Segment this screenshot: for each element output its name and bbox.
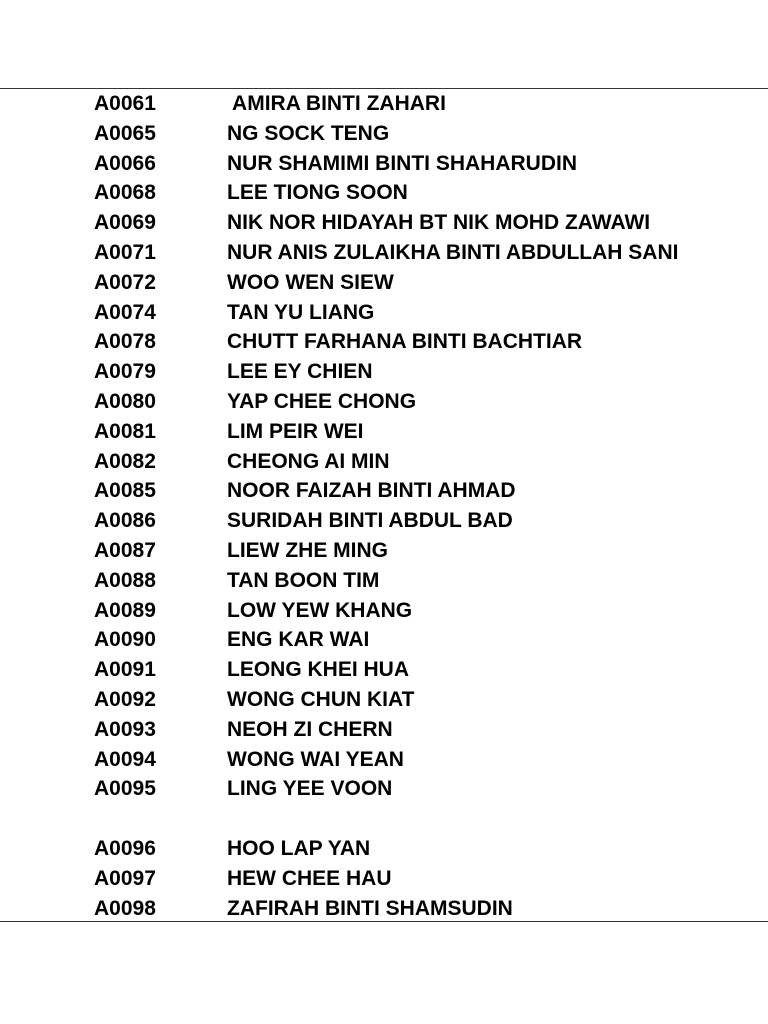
list-item bbox=[0, 357, 768, 387]
student-name: HEW CHEE HAU bbox=[227, 866, 392, 890]
list-item bbox=[0, 506, 768, 536]
list-item bbox=[0, 387, 768, 417]
student-id: A0089 bbox=[94, 598, 156, 622]
student-name: WONG CHUN KIAT bbox=[227, 687, 415, 711]
list-item bbox=[0, 864, 768, 894]
student-id: A0065 bbox=[94, 121, 156, 145]
list-item bbox=[0, 476, 768, 506]
list-item bbox=[0, 834, 768, 864]
student-id: A0074 bbox=[94, 300, 156, 324]
student-name: NOOR FAIZAH BINTI AHMAD bbox=[227, 479, 516, 503]
list-item bbox=[0, 566, 768, 596]
list-item bbox=[0, 238, 768, 268]
list-item bbox=[0, 417, 768, 447]
student-name: TAN YU LIANG bbox=[227, 300, 375, 324]
student-name: ENG KAR WAI bbox=[227, 628, 370, 652]
student-name: LEE TIONG SOON bbox=[227, 181, 408, 205]
student-id: A0085 bbox=[94, 479, 156, 503]
student-name: SURIDAH BINTI ABDUL BAD bbox=[227, 509, 513, 533]
student-id: A0082 bbox=[94, 449, 156, 473]
list-item bbox=[0, 745, 768, 775]
student-id: A0071 bbox=[94, 240, 156, 264]
student-list bbox=[0, 89, 768, 924]
list-item bbox=[0, 894, 768, 924]
student-name: LING YEE VOON bbox=[227, 777, 393, 801]
list-item bbox=[0, 596, 768, 626]
student-name: LIEW ZHE MING bbox=[227, 538, 388, 562]
list-item bbox=[0, 536, 768, 566]
student-id: A0081 bbox=[94, 419, 156, 443]
student-id: A0072 bbox=[94, 270, 156, 294]
student-id: A0087 bbox=[94, 538, 156, 562]
student-id: A0094 bbox=[94, 747, 156, 771]
list-item bbox=[0, 774, 768, 804]
student-name: ZAFIRAH BINTI SHAMSUDIN bbox=[227, 896, 513, 920]
list-item bbox=[0, 178, 768, 208]
student-name: NEOH ZI CHERN bbox=[227, 717, 393, 741]
list-item bbox=[0, 268, 768, 298]
list-item bbox=[0, 447, 768, 477]
list-item bbox=[0, 655, 768, 685]
student-id: A0090 bbox=[94, 628, 156, 652]
student-name: WOO WEN SIEW bbox=[227, 270, 394, 294]
list-item bbox=[0, 119, 768, 149]
list-item bbox=[0, 89, 768, 119]
student-id: A0088 bbox=[94, 568, 156, 592]
student-id: A0068 bbox=[94, 181, 156, 205]
student-id: A0069 bbox=[94, 211, 156, 235]
student-id: A0066 bbox=[94, 151, 156, 175]
student-id: A0097 bbox=[94, 866, 156, 890]
student-name: YAP CHEE CHONG bbox=[227, 389, 417, 413]
student-id: A0091 bbox=[94, 658, 156, 682]
list-item bbox=[0, 327, 768, 357]
student-id: A0079 bbox=[94, 360, 156, 384]
student-id: A0078 bbox=[94, 330, 156, 354]
student-name: NG SOCK TENG bbox=[227, 121, 390, 145]
student-name: LEONG KHEI HUA bbox=[227, 658, 410, 682]
student-name: CHEONG AI MIN bbox=[227, 449, 390, 473]
student-name: NIK NOR HIDAYAH BT NIK MOHD ZAWAWI bbox=[227, 211, 651, 235]
student-id: A0080 bbox=[94, 389, 156, 413]
student-id: A0092 bbox=[94, 687, 156, 711]
student-id: A0096 bbox=[94, 837, 156, 861]
list-item bbox=[0, 208, 768, 238]
student-id: A0095 bbox=[94, 777, 156, 801]
student-name: LEE EY CHIEN bbox=[227, 360, 373, 384]
student-name: TAN BOON TIM bbox=[227, 568, 380, 592]
student-name: LIM PEIR WEI bbox=[227, 419, 364, 443]
student-name: AMIRA BINTI ZAHARI bbox=[227, 92, 446, 115]
list-item bbox=[0, 685, 768, 715]
student-id: A0086 bbox=[94, 509, 156, 533]
student-name: NUR ANIS ZULAIKHA BINTI ABDULLAH SANI bbox=[227, 240, 679, 264]
student-name: HOO LAP YAN bbox=[227, 837, 371, 861]
student-name: NUR SHAMIMI BINTI SHAHARUDIN bbox=[227, 151, 577, 175]
list-item bbox=[0, 298, 768, 328]
list-item bbox=[0, 715, 768, 745]
group-gap bbox=[0, 804, 768, 834]
student-name: WONG WAI YEAN bbox=[227, 747, 404, 771]
list-item bbox=[0, 625, 768, 655]
student-id: A0061 bbox=[94, 92, 156, 115]
list-item bbox=[0, 149, 768, 179]
student-id: A0093 bbox=[94, 717, 156, 741]
student-id: A0098 bbox=[94, 896, 156, 920]
student-name: CHUTT FARHANA BINTI BACHTIAR bbox=[227, 330, 583, 354]
student-name: LOW YEW KHANG bbox=[227, 598, 413, 622]
bottom-divider bbox=[0, 921, 768, 922]
